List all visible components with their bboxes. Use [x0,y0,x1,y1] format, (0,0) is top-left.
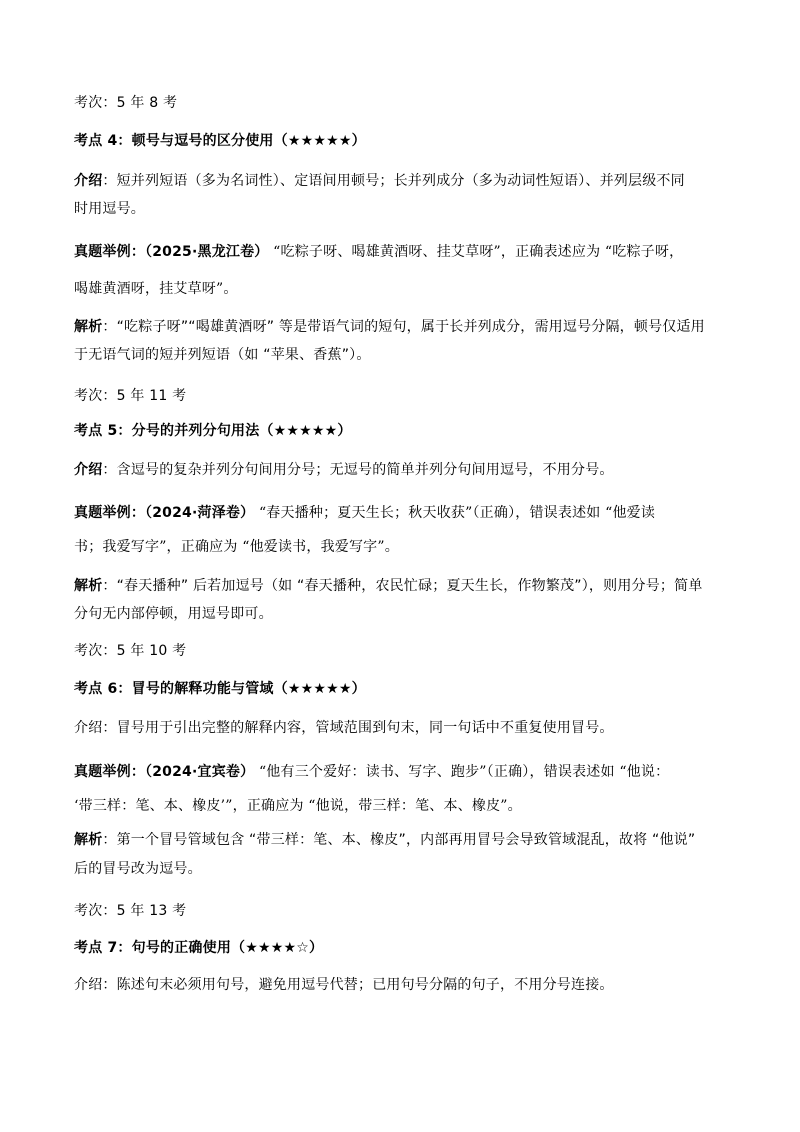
analysis-6-cont: 后的冒号改为逗号。 [74,861,202,877]
analysis-label: 解析 [74,319,103,335]
analysis-5-cont: 分句无内部停顿，用逗号即可。 [74,606,273,622]
example-4: 真题举例：（2025·黑龙江卷） “吃粽子呀、喝雄黄酒呀、挂艾草呀”，正确表述应为 “吃粽子呀， [74,244,684,260]
intro-paragraph-6: 介绍：冒号用于引出完整的解释内容，管域范围到句末，同一句话中不重复使用冒号。 [74,720,614,736]
analysis-4: 解析：“吃粽子呀”“喝雄黄酒呀” 等是带语气词的短句，属于长并列成分，需用逗号分隔，顿号仅适用 [74,319,705,335]
exam-frequency: 考次：5 年 10 考 [74,643,187,659]
analysis-4-cont: 于无语气词的短并列短语（如 “苹果、香蕉”）。 [74,347,371,363]
intro-paragraph-5: 介绍：含逗号的复杂并列分句间用分号；无逗号的简单并列分句间用逗号，不用分号。 [74,462,614,478]
section-heading-4: 考点 4：顿号与逗号的区分使用（★★★★★） [74,133,366,149]
exam-frequency: 考次：5 年 8 考 [74,95,178,111]
example-source: ：（2025·黑龙江卷） [130,244,269,260]
example-5-cont: 书；我爱写字”，正确应为 “他爱读书，我爱写字”。 [74,539,399,555]
analysis-6: 解析：第一个冒号管域包含 “带三样：笔、本、橡皮”，内部再用冒号会导致管域混乱，故将 “他说” [74,832,696,848]
example-5: 真题举例：（2024·菏泽卷） “春天播种；夏天生长；秋天收获”（正确），错误表述如 “他爱读 [74,505,656,521]
example-label: 真题举例 [74,505,131,521]
intro-paragraph-4: 介绍：短并列短语（多为名词性）、定语间用顿号；长并列成分（多为动词性短语）、并列层级不同 [74,173,685,189]
exam-frequency: 考次：5 年 11 考 [74,388,187,404]
example-6: 真题举例：（2024·宜宾卷） “他有三个爱好：读书、写字、跑步”（正确），错误表述如 “他说： [74,764,670,780]
section-heading-6: 考点 6：冒号的解释功能与管域（★★★★★） [74,681,366,697]
example-4-cont: 喝雄黄酒呀，挂艾草呀”。 [74,281,238,297]
analysis-label: 解析 [74,578,103,594]
example-label: 真题举例 [74,244,131,260]
intro-paragraph-4-cont: 时用逗号。 [74,201,145,217]
section-heading-5: 考点 5：分号的并列分句用法（★★★★★） [74,423,352,439]
analysis-label: 解析 [74,832,103,848]
example-6-cont: ‘带三样：笔、本、橡皮’”，正确应为 “他说，带三样：笔、本、橡皮”。 [74,798,522,814]
example-source: ：（2024·宜宾卷） [130,764,255,780]
intro-label: 介绍 [74,462,103,478]
analysis-5: 解析：“春天播种” 后若加逗号（如 “春天播种，农民忙碌；夏天生长，作物繁茂”），则用分号；简单 [74,578,703,594]
example-source: ：（2024·菏泽卷） [130,505,255,521]
exam-frequency: 考次：5 年 13 考 [74,903,187,919]
section-heading-7: 考点 7：句号的正确使用（★★★★☆） [74,940,324,956]
intro-paragraph-7: 介绍：陈述句末必须用句号，避免用逗号代替；已用句号分隔的句子，不用分号连接。 [74,977,614,993]
example-label: 真题举例 [74,764,131,780]
intro-label: 介绍 [74,173,103,189]
